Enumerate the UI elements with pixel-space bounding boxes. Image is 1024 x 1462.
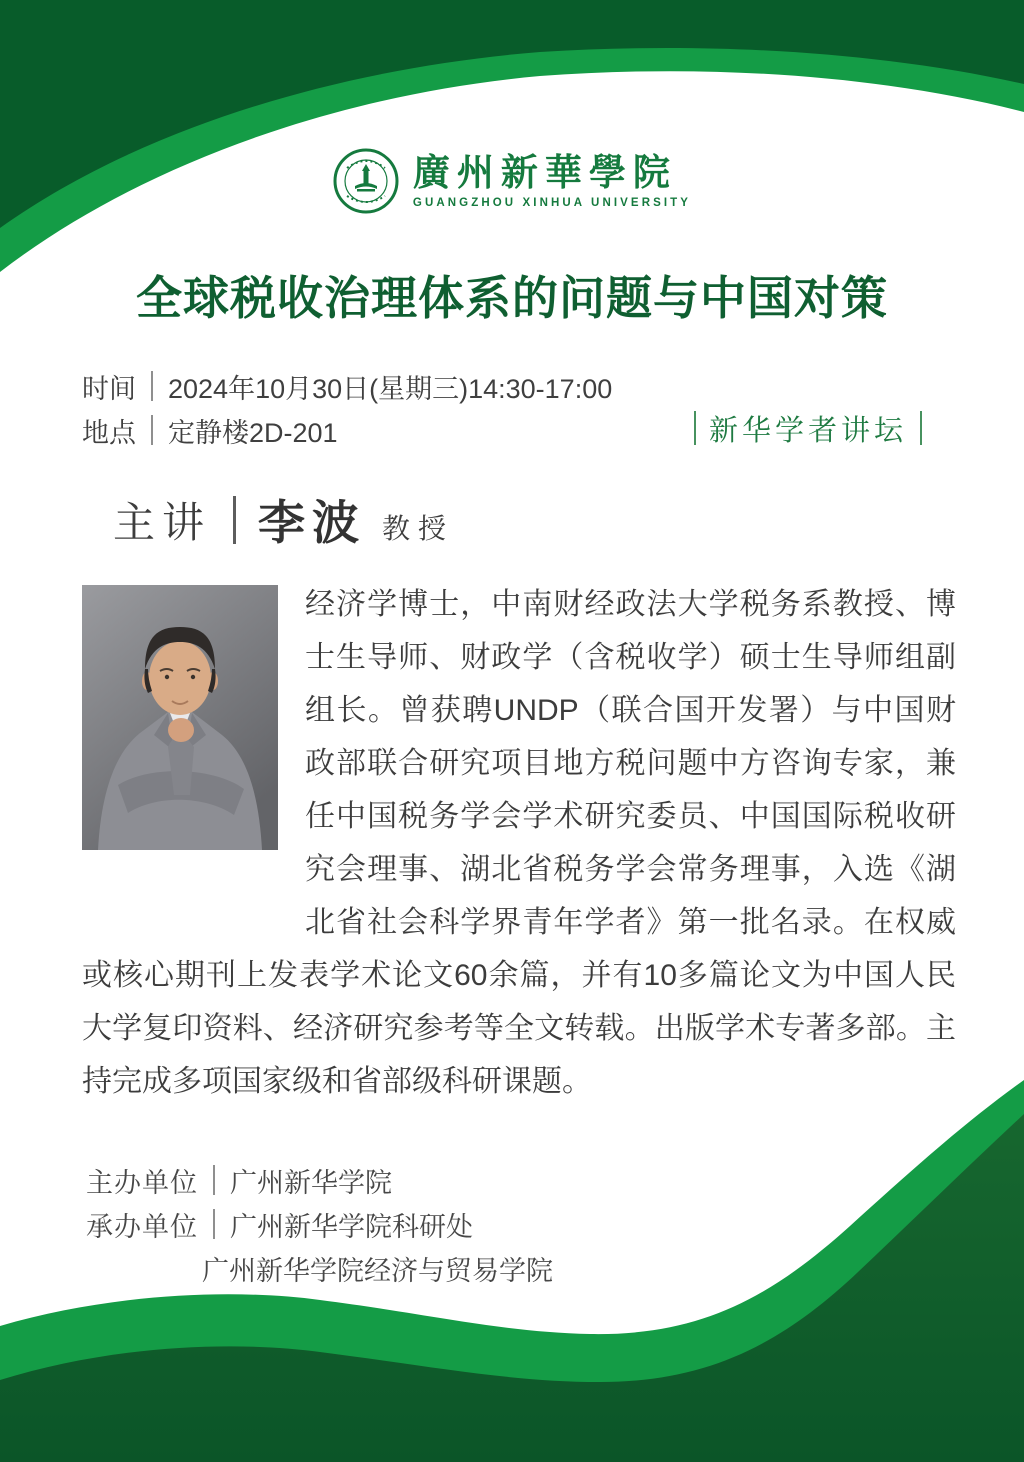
separator-bar xyxy=(213,1165,215,1195)
organizer-label: 承办单位 xyxy=(86,1211,198,1242)
separator-bar xyxy=(151,415,153,445)
speaker-line xyxy=(113,486,454,553)
time-label: 时间 xyxy=(82,373,136,404)
organizer-value-1: 广州新华学院科研处 xyxy=(230,1211,473,1242)
organizer-row-2 xyxy=(86,1246,553,1290)
lecture-title: 全球税收治理体系的问题与中国对策 xyxy=(136,272,888,324)
badge-right-bar xyxy=(920,411,922,445)
separator-bar xyxy=(151,371,153,401)
speaker-portrait-photo xyxy=(82,585,278,850)
organizer-row xyxy=(86,1202,553,1246)
place-label: 地点 xyxy=(82,417,136,448)
info-block xyxy=(82,364,612,452)
speaker-label: 主讲 xyxy=(113,498,212,546)
separator-bar xyxy=(213,1209,215,1239)
university-name-en: GUANGZHOU XINHUA UNIVERSITY xyxy=(412,196,692,209)
place-value: 定静楼2D-201 xyxy=(168,417,338,448)
speaker-bio-section xyxy=(82,578,956,1108)
host-label: 主办单位 xyxy=(86,1167,198,1198)
time-row xyxy=(82,364,612,408)
speaker-academic-title: 教授 xyxy=(382,513,455,544)
university-seal-icon xyxy=(333,148,399,214)
time-value: 2024年10月30日(星期三)14:30-17:00 xyxy=(168,373,613,404)
badge-text: 新华学者讲坛 xyxy=(709,414,908,447)
host-value: 广州新华学院 xyxy=(230,1167,392,1198)
organizer-value-2: 广州新华学院经济与贸易学院 xyxy=(202,1255,553,1286)
forum-badge xyxy=(694,409,922,447)
place-row xyxy=(82,408,612,452)
separator-bar xyxy=(233,496,236,544)
university-name-cn: 廣州新華學院 xyxy=(412,152,677,194)
speaker-bio-text: 经济学博士，中南财经政法大学税务系教授、博士生导师、财政学（含税收学）硕士生导师组副组长。曾获聘UNDP（联合国开发署）与中国财政部联合研究项目地方税问题中方咨询专家，兼任中国税务学会学术研究委员、中国国际税收研究会理事、湖北省税务学会常务理事，入选《湖北省社会科学界青年学者》第一批名录。在权威或核心期刊上发表学术论文60余篇，并有10多篇论文为中国人民大学复印资料、经济研究参考等全文转载。出版学术专著多部。主持完成多项国家级和省部级科研课题。 xyxy=(82,588,956,1098)
organizers-block xyxy=(86,1158,553,1290)
host-row xyxy=(86,1158,553,1202)
badge-left-bar xyxy=(694,411,696,445)
speaker-name: 李波 xyxy=(258,496,367,549)
university-logo xyxy=(0,148,1024,214)
